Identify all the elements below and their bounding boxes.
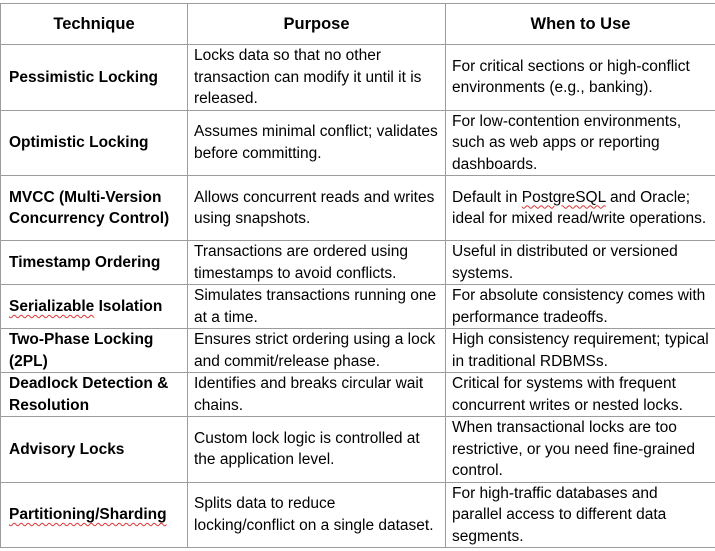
technique-cell: Two-Phase Locking (2PL) [1, 329, 188, 373]
table-row [1, 329, 715, 373]
purpose-cell: Custom lock logic is controlled at the application level. [188, 417, 446, 483]
technique-cell: Pessimistic Locking [1, 45, 188, 111]
when-text-part: Default in [452, 188, 522, 206]
when-cell [446, 176, 715, 241]
table-row [1, 45, 715, 111]
purpose-cell: Splits data to reduce locking/conflict on a single dataset. [188, 482, 446, 548]
when-cell: When transactional locks are too restrictive, or you need fine-grained control. [446, 417, 715, 483]
when-cell: High consistency requirement; typical in traditional RDBMSs. [446, 329, 715, 373]
when-text-part: and Oracle; ideal for mixed read/write operations. [452, 188, 707, 227]
table-row [1, 373, 715, 417]
purpose-cell: Ensures strict ordering using a lock and commit/release phase. [188, 329, 446, 373]
technique-cell: MVCC (Multi-Version Concurrency Control) [1, 176, 188, 241]
purpose-cell: Transactions are ordered using timestamps to avoid conflicts. [188, 241, 446, 285]
spellcheck-word: PostgreSQL [521, 188, 606, 206]
header-purpose: Purpose [188, 4, 446, 45]
technique-cell: Deadlock Detection & Resolution [1, 373, 188, 417]
table-row [1, 417, 715, 483]
purpose-cell: Assumes minimal conflict; validates before committing. [188, 110, 446, 176]
purpose-cell: Identifies and breaks circular wait chains. [188, 373, 446, 417]
purpose-cell: Locks data so that no other transaction can modify it until it is released. [188, 45, 446, 111]
when-cell: Useful in distributed or versioned systems. [446, 241, 715, 285]
when-cell: For absolute consistency comes with performance tradeoffs. [446, 285, 715, 329]
table-row [1, 285, 715, 329]
table-row [1, 176, 715, 241]
technique-cell: Advisory Locks [1, 417, 188, 483]
when-cell: Critical for systems with frequent concurrent writes or nested locks. [446, 373, 715, 417]
table-row [1, 110, 715, 176]
technique-cell: Timestamp Ordering [1, 241, 188, 285]
table-row [1, 482, 715, 548]
when-cell: For critical sections or high-conflict environments (e.g., banking). [446, 45, 715, 111]
technique-cell: Optimistic Locking [1, 110, 188, 176]
table-row [1, 241, 715, 285]
header-technique: Technique [1, 4, 188, 45]
techniques-table [0, 3, 715, 548]
spellcheck-word: Partitioning/Sharding [9, 506, 167, 523]
technique-cell [1, 285, 188, 329]
when-cell: For high-traffic databases and parallel access to different data segments. [446, 482, 715, 548]
technique-cell [1, 482, 188, 548]
header-row [1, 4, 715, 45]
purpose-cell: Simulates transactions running one at a time. [188, 285, 446, 329]
header-when-to-use: When to Use [446, 4, 715, 45]
purpose-cell: Allows concurrent reads and writes using snapshots. [188, 176, 446, 241]
when-cell: For low-contention environments, such as web apps or reporting dashboards. [446, 110, 715, 176]
technique-text-part: Isolation [94, 297, 163, 315]
spellcheck-word: Serializable [9, 297, 95, 315]
